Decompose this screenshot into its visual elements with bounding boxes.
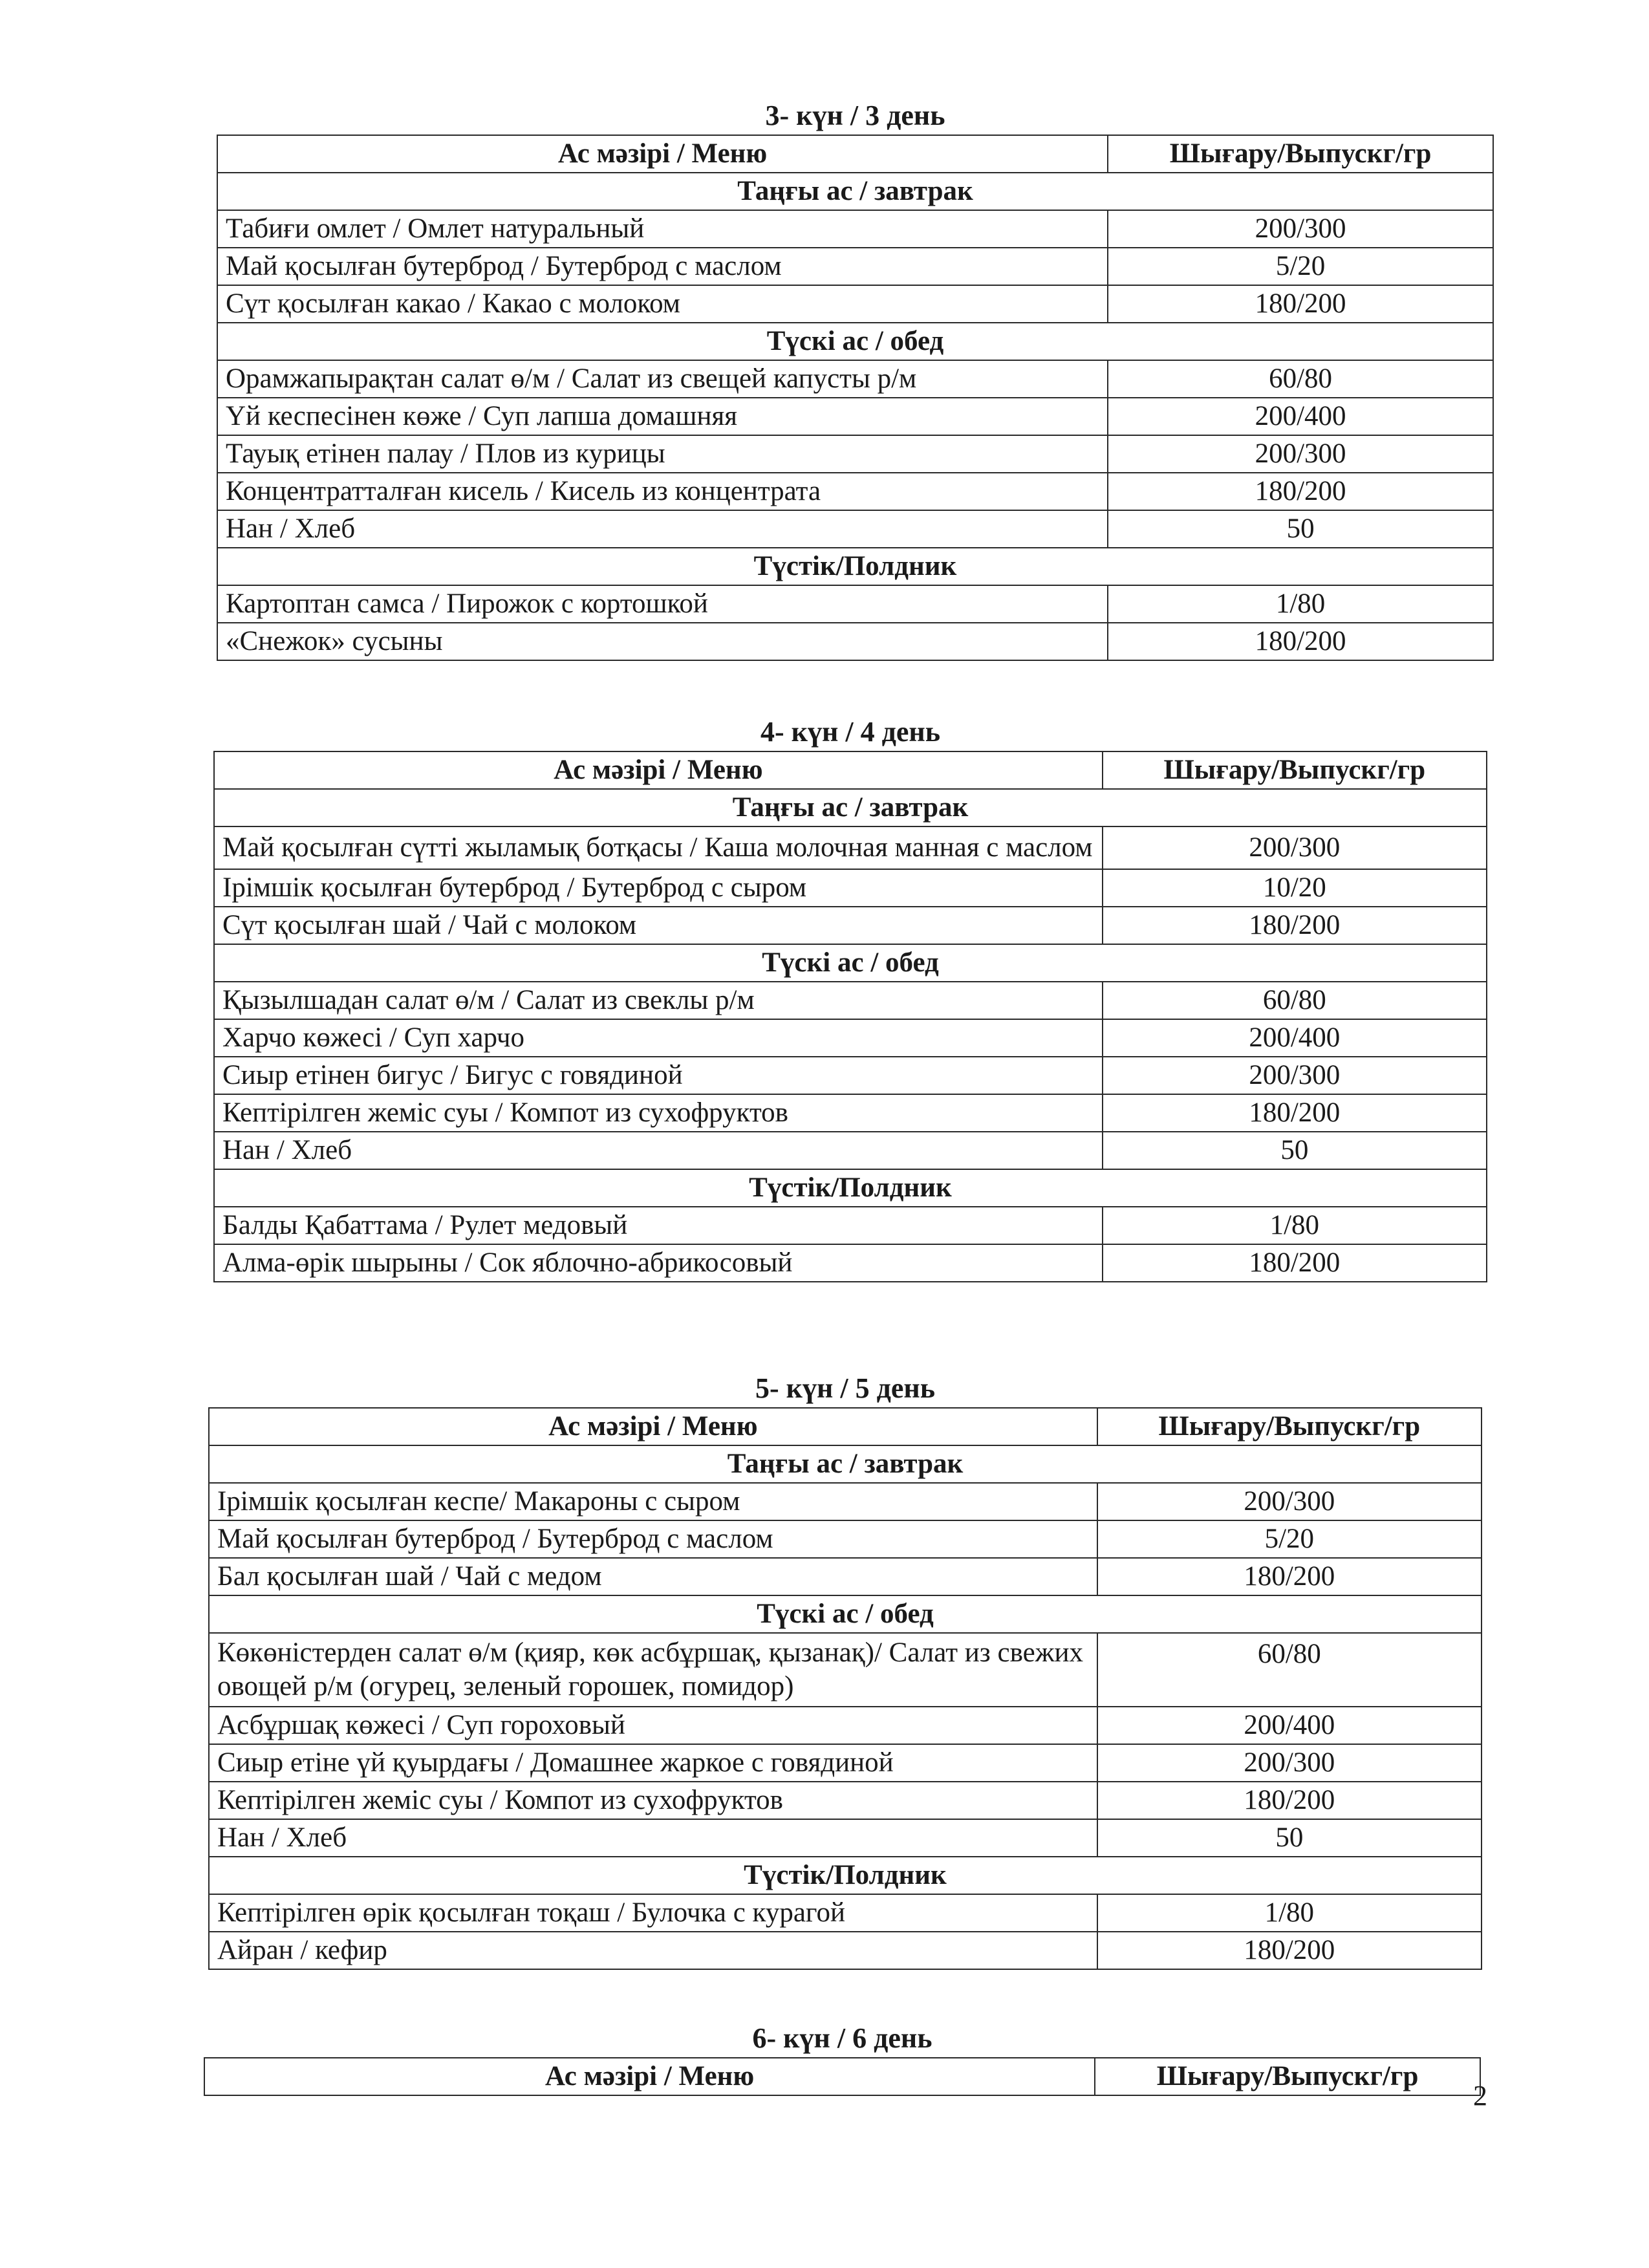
section-row bbox=[214, 1169, 1487, 1207]
table-row bbox=[209, 1932, 1482, 1969]
table-row bbox=[214, 907, 1487, 944]
table-row bbox=[217, 360, 1493, 398]
output-column-header: Шығару/Выпускг/гр bbox=[1095, 2058, 1480, 2095]
dish-name: Май қосылған бутерброд / Бутерброд с маслом bbox=[209, 1520, 1097, 1558]
table-row bbox=[217, 435, 1493, 473]
output-column-header: Шығару/Выпускг/гр bbox=[1097, 1408, 1482, 1445]
dish-name: Кептірілген өрік қосылған тоқаш / Булочка с курагой bbox=[209, 1894, 1097, 1932]
dish-amount: 5/20 bbox=[1097, 1520, 1482, 1558]
dish-amount: 50 bbox=[1103, 1132, 1487, 1169]
dish-name: Балды Қабаттама / Рулет медовый bbox=[214, 1207, 1103, 1244]
dish-name: Нан / Хлеб bbox=[209, 1819, 1097, 1857]
dish-amount: 200/300 bbox=[1097, 1744, 1482, 1782]
dish-name: Табиғи омлет / Омлет натуральный bbox=[217, 210, 1108, 248]
table-row bbox=[209, 1744, 1482, 1782]
day-title: 5- күн / 5 день bbox=[755, 1372, 935, 1404]
table-row bbox=[209, 1894, 1482, 1932]
table-row bbox=[209, 1558, 1482, 1595]
dish-name: Нан / Хлеб bbox=[214, 1132, 1103, 1169]
table-row bbox=[217, 585, 1493, 623]
dish-amount: 180/200 bbox=[1103, 1094, 1487, 1132]
dish-name: «Снежок» сусыны bbox=[217, 623, 1108, 660]
dish-amount: 1/80 bbox=[1108, 585, 1493, 623]
dish-name: Асбұршақ көжесі / Суп гороховый bbox=[209, 1707, 1097, 1744]
section-row bbox=[209, 1445, 1482, 1483]
dish-amount: 50 bbox=[1097, 1819, 1482, 1857]
dish-name: Концентратталған кисель / Кисель из концентрата bbox=[217, 473, 1108, 510]
dish-name: Алма-өрік шырыны / Сок яблочно-абрикосовый bbox=[214, 1244, 1103, 1282]
dish-amount: 180/200 bbox=[1097, 1782, 1482, 1819]
header-row bbox=[209, 1408, 1482, 1445]
section-row bbox=[209, 1595, 1482, 1633]
header-row bbox=[204, 2058, 1480, 2095]
table-row bbox=[214, 982, 1487, 1019]
dish-name: Бал қосылған шай / Чай с медом bbox=[209, 1558, 1097, 1595]
dish-amount: 180/200 bbox=[1097, 1932, 1482, 1969]
menu-table bbox=[217, 135, 1494, 661]
dish-amount: 50 bbox=[1108, 510, 1493, 548]
menu-column-header: Ас мәзірі / Меню bbox=[214, 751, 1103, 789]
section-title: Түскі ас / обед bbox=[214, 944, 1487, 982]
table-row bbox=[217, 285, 1493, 323]
menu-table bbox=[204, 2057, 1481, 2096]
output-column-header: Шығару/Выпускг/гр bbox=[1103, 751, 1487, 789]
menu-column-header: Ас мәзірі / Меню bbox=[209, 1408, 1097, 1445]
dish-amount: 180/200 bbox=[1097, 1558, 1482, 1595]
dish-amount: 5/20 bbox=[1108, 248, 1493, 285]
dish-amount: 200/300 bbox=[1108, 210, 1493, 248]
table-row bbox=[209, 1633, 1482, 1707]
dish-amount: 10/20 bbox=[1103, 869, 1487, 907]
table-row bbox=[214, 869, 1487, 907]
dish-amount: 60/80 bbox=[1097, 1633, 1482, 1707]
day-title: 3- күн / 3 день bbox=[765, 100, 945, 131]
dish-name: Май қосылған сүтті жыламық ботқасы / Каша молочная манная с маслом bbox=[214, 826, 1103, 869]
dish-name: Айран / кефир bbox=[209, 1932, 1097, 1969]
output-column-header: Шығару/Выпускг/гр bbox=[1108, 135, 1493, 173]
section-title: Таңғы ас / завтрак bbox=[209, 1445, 1482, 1483]
day-title: 6- күн / 6 день bbox=[752, 2022, 932, 2054]
dish-amount: 1/80 bbox=[1103, 1207, 1487, 1244]
table-row bbox=[214, 1094, 1487, 1132]
day-3-block bbox=[217, 98, 1494, 661]
table-row bbox=[209, 1520, 1482, 1558]
dish-amount: 200/300 bbox=[1108, 435, 1493, 473]
dish-amount: 180/200 bbox=[1103, 907, 1487, 944]
day-6-block bbox=[204, 2021, 1481, 2096]
dish-amount: 1/80 bbox=[1097, 1894, 1482, 1932]
dish-name: Май қосылған бутерброд / Бутерброд с маслом bbox=[217, 248, 1108, 285]
dish-amount: 200/300 bbox=[1103, 1057, 1487, 1094]
dish-name: Кептірілген жеміс суы / Компот из сухофруктов bbox=[214, 1094, 1103, 1132]
dish-name: Харчо көжесі / Суп харчо bbox=[214, 1019, 1103, 1057]
dish-amount: 200/400 bbox=[1097, 1707, 1482, 1744]
dish-amount: 180/200 bbox=[1108, 623, 1493, 660]
header-row bbox=[214, 751, 1487, 789]
table-row bbox=[214, 1132, 1487, 1169]
table-row bbox=[209, 1483, 1482, 1520]
dish-amount: 180/200 bbox=[1108, 473, 1493, 510]
section-title: Түстік/Полдник bbox=[209, 1857, 1482, 1894]
section-title: Түстік/Полдник bbox=[214, 1169, 1487, 1207]
header-row bbox=[217, 135, 1493, 173]
page-number: 2 bbox=[1473, 2080, 1487, 2111]
dish-amount: 60/80 bbox=[1108, 360, 1493, 398]
table-row bbox=[214, 1019, 1487, 1057]
section-row bbox=[217, 323, 1493, 360]
menu-column-header: Ас мәзірі / Меню bbox=[217, 135, 1108, 173]
table-row bbox=[217, 248, 1493, 285]
dish-name: Сүт қосылған шай / Чай с молоком bbox=[214, 907, 1103, 944]
table-row bbox=[209, 1707, 1482, 1744]
section-title: Таңғы ас / завтрак bbox=[214, 789, 1487, 826]
table-row bbox=[214, 1244, 1487, 1282]
dish-name: Сиыр етінен бигус / Бигус с говядиной bbox=[214, 1057, 1103, 1094]
menu-column-header: Ас мәзірі / Меню bbox=[204, 2058, 1095, 2095]
section-row bbox=[217, 173, 1493, 210]
day-4-block bbox=[213, 715, 1487, 1282]
dish-amount: 60/80 bbox=[1103, 982, 1487, 1019]
section-row bbox=[214, 789, 1487, 826]
section-title: Түскі ас / обед bbox=[209, 1595, 1482, 1633]
dish-amount: 180/200 bbox=[1108, 285, 1493, 323]
table-row bbox=[209, 1819, 1482, 1857]
dish-name: Көкөністерден салат ө/м (қияр, көк асбұршақ, қызанақ)/ Салат из свежих овощей р/м (огурец, зеленый горошек, помидор) bbox=[209, 1633, 1097, 1707]
menu-table bbox=[213, 751, 1487, 1282]
dish-name: Ірімшік қосылған бутерброд / Бутерброд с сыром bbox=[214, 869, 1103, 907]
table-row bbox=[214, 1057, 1487, 1094]
dish-name: Картоптан самса / Пирожок с кортошкой bbox=[217, 585, 1108, 623]
table-row bbox=[209, 1782, 1482, 1819]
dish-name: Тауық етінен палау / Плов из курицы bbox=[217, 435, 1108, 473]
section-row bbox=[209, 1857, 1482, 1894]
dish-name: Нан / Хлеб bbox=[217, 510, 1108, 548]
table-row bbox=[214, 826, 1487, 869]
dish-amount: 200/400 bbox=[1103, 1019, 1487, 1057]
dish-name: Қызылшадан салат ө/м / Салат из свеклы р/м bbox=[214, 982, 1103, 1019]
dish-amount: 180/200 bbox=[1103, 1244, 1487, 1282]
dish-name: Үй кеспесінен көже / Суп лапша домашняя bbox=[217, 398, 1108, 435]
section-title: Таңғы ас / завтрак bbox=[217, 173, 1493, 210]
menu-table bbox=[208, 1407, 1482, 1970]
table-row bbox=[217, 210, 1493, 248]
table-row bbox=[217, 398, 1493, 435]
dish-name: Орамжапырақтан салат ө/м / Салат из свещей капусты р/м bbox=[217, 360, 1108, 398]
section-title: Түстік/Полдник bbox=[217, 548, 1493, 585]
dish-amount: 200/400 bbox=[1108, 398, 1493, 435]
dish-name: Кептірілген жеміс суы / Компот из сухофруктов bbox=[209, 1782, 1097, 1819]
table-row bbox=[214, 1207, 1487, 1244]
dish-amount: 200/300 bbox=[1103, 826, 1487, 869]
table-row bbox=[217, 623, 1493, 660]
table-row bbox=[217, 473, 1493, 510]
day-5-block bbox=[208, 1371, 1482, 1970]
dish-amount: 200/300 bbox=[1097, 1483, 1482, 1520]
dish-name: Сүт қосылған какао / Какао с молоком bbox=[217, 285, 1108, 323]
dish-name: Сиыр етіне үй қуырдағы / Домашнее жаркое с говядиной bbox=[209, 1744, 1097, 1782]
section-row bbox=[217, 548, 1493, 585]
section-row bbox=[214, 944, 1487, 982]
section-title: Түскі ас / обед bbox=[217, 323, 1493, 360]
day-title: 4- күн / 4 день bbox=[760, 716, 940, 748]
table-row bbox=[217, 510, 1493, 548]
dish-name: Ірімшік қосылған кеспе/ Макароны с сыром bbox=[209, 1483, 1097, 1520]
